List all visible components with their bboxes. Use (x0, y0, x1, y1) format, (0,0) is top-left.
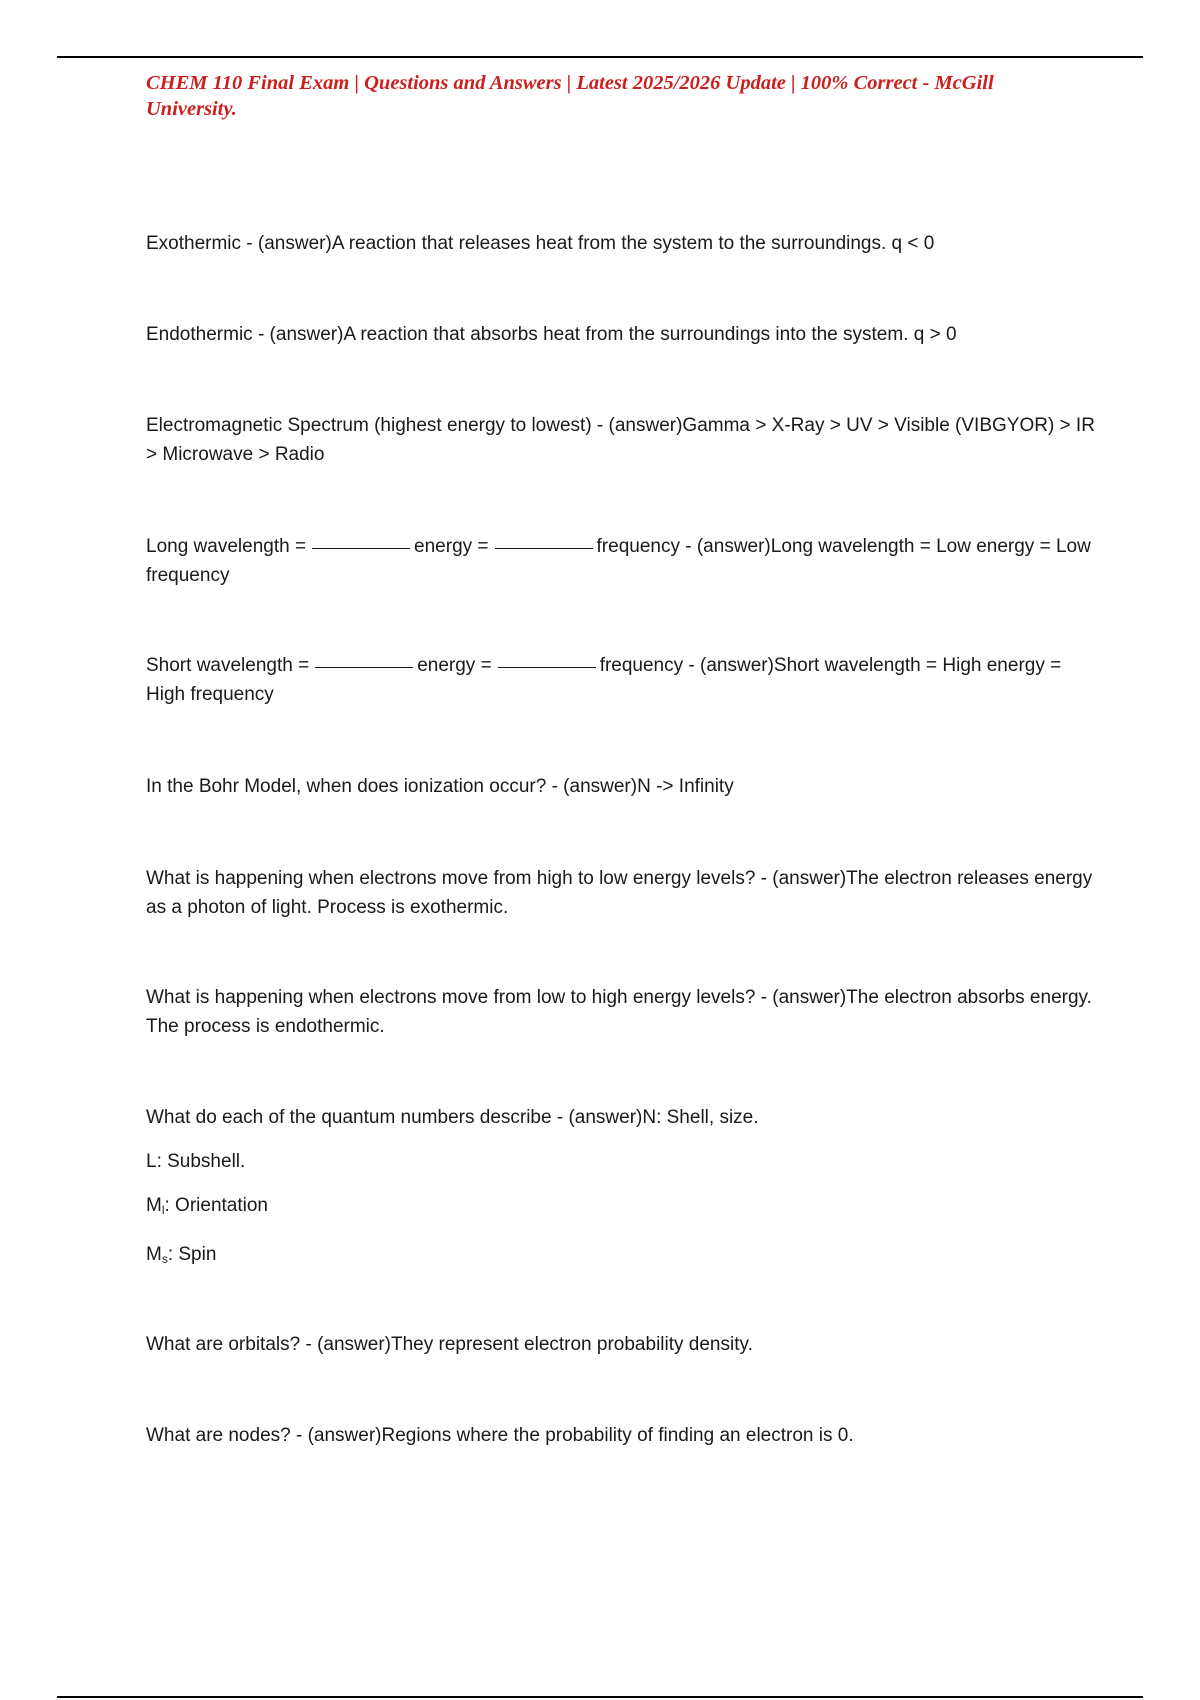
document-title: CHEM 110 Final Exam | Questions and Answers | Latest 2025/2026 Update | 100% Correct - McGill University. (146, 72, 994, 120)
top-rule (57, 56, 1143, 58)
qa-item-endothermic: Endothermic - (answer)A reaction that absorbs heat from the surroundings into the system. q > 0 (146, 324, 957, 345)
qa-item-exothermic: Exothermic - (answer)A reaction that releases heat from the system to the surroundings. q < 0 (146, 233, 935, 254)
qa-item-electromagnetic-spectrum: Electromagnetic Spectrum (highest energy to lowest) - (answer)Gamma > X-Ray > UV > Visible (VIBGYOR) > IR > Microwave > Radio (146, 415, 1095, 465)
fill-in-blank (498, 666, 596, 668)
answer-text: frequency - (answer)Short wavelength = High energy = High frequency (146, 655, 1062, 705)
question-text: energy = (414, 536, 489, 557)
fill-in-blank (495, 547, 593, 549)
qa-item-high-to-low: What is happening when electrons move from high to low energy levels? - (answer)The electron releases energy as a photon of light. Process is exothermic. (146, 868, 1093, 918)
question-text: Long wavelength = (146, 536, 307, 557)
bottom-rule (57, 1696, 1143, 1698)
qa-item-nodes: What are nodes? - (answer)Regions where the probability of finding an electron is 0. (146, 1425, 854, 1446)
fill-in-blank (312, 547, 410, 549)
question-text: energy = (417, 655, 492, 676)
quantum-line-ml: $M_l$: Orientation (146, 1195, 268, 1217)
quantum-line-n: What do each of the quantum numbers describe - (answer)N: Shell, size. (146, 1107, 759, 1128)
qa-item-short-wavelength (146, 651, 1096, 709)
qa-item-long-wavelength (146, 532, 1096, 590)
question-text: Short wavelength = (146, 655, 310, 676)
qa-item-quantum-numbers (146, 1103, 1096, 1289)
qa-item-low-to-high: What is happening when electrons move from low to high energy levels? - (answer)The electron absorbs energy. The process is endothermic. (146, 987, 1092, 1037)
answer-text: frequency - (answer)Long wavelength = Low energy = Low frequency (146, 536, 1091, 586)
qa-item-bohr-ionization: In the Bohr Model, when does ionization occur? - (answer)N -> Infinity (146, 776, 734, 797)
quantum-line-l: L: Subshell. (146, 1151, 246, 1172)
fill-in-blank (315, 666, 413, 668)
qa-item-orbitals: What are orbitals? - (answer)They represent electron probability density. (146, 1334, 753, 1355)
quantum-line-ms: $M_s$: Spin (146, 1244, 217, 1266)
